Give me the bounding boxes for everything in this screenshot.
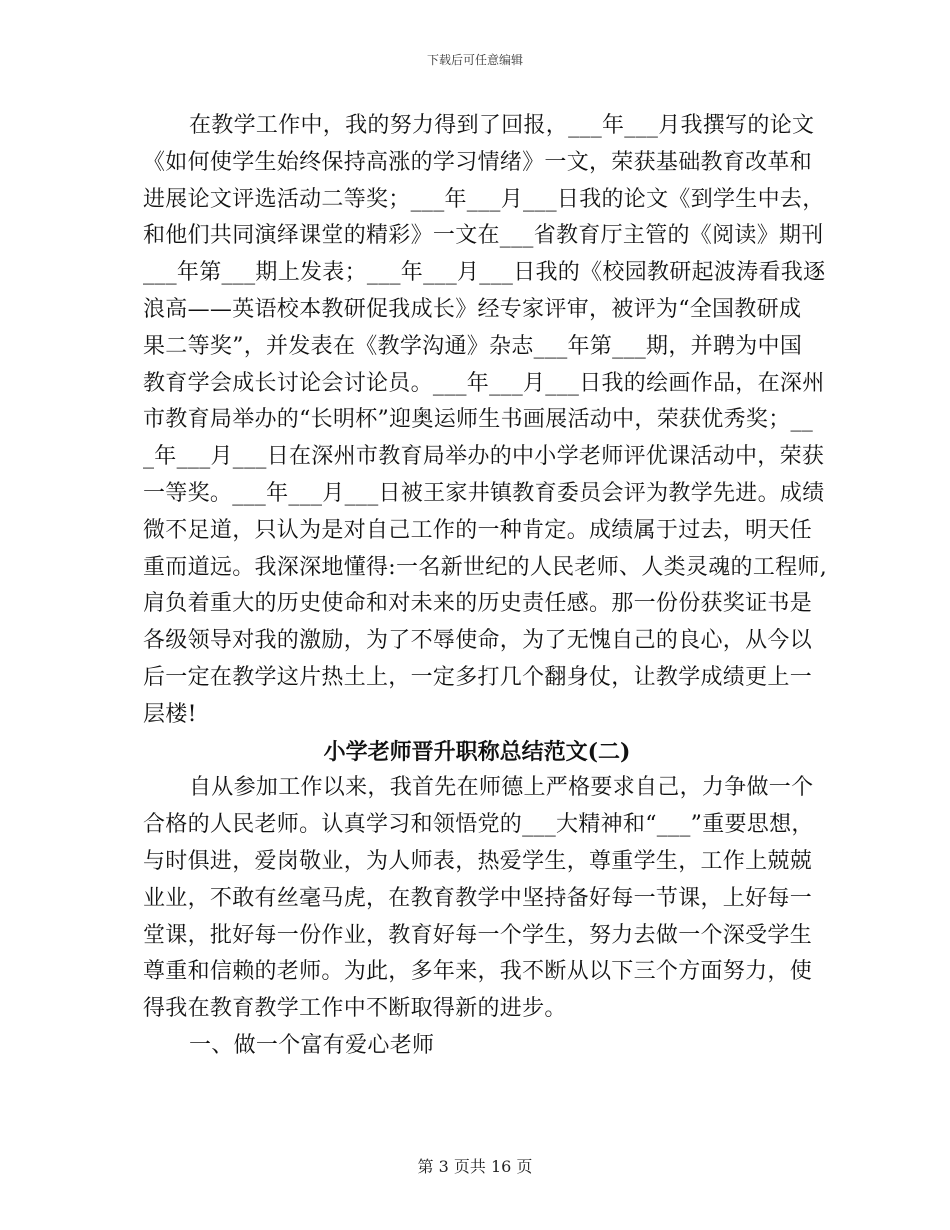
page-header: 下载后可任意编辑 — [426, 53, 523, 67]
text-line: 得我在教育教学工作中不断取得新的进步。 — [143, 996, 567, 1022]
document-body — [143, 108, 828, 1065]
text-line: 自从参加工作以来，我首先在师德上严格要求自己，力争做一个 — [189, 775, 814, 801]
text-line: 重而道远。我深深地懂得:一名新世纪的人民老师、人类灵魂的工程师, — [143, 554, 828, 580]
text-line: 果二等奖”，并发表在《教学沟通》杂志___年第___期，并聘为中国 — [143, 333, 803, 359]
text-line: 一等奖。___年___月___日被王家井镇教育委员会评为教学先进。成绩 — [143, 480, 825, 506]
text-line: 后一定在教学这片热土上，一定多打几个翻身仗，让教学成绩更上一 — [143, 664, 813, 690]
section-title: 小学老师晋升职称总结范文(二) — [323, 738, 631, 765]
text-line: 微不足道，只认为是对自己工作的一种肯定。成绩属于过去，明天任 — [143, 517, 813, 543]
paragraph-awards — [143, 108, 828, 734]
subheading-line: 一、做一个富有爱心老师 — [189, 1032, 435, 1058]
text-line: 堂课，批好每一份作业，教育好每一个学生，努力去做一个深受学生 — [143, 922, 813, 948]
text-line: 合格的人民老师。认真学习和领悟党的___大精神和“___”重要思想， — [143, 812, 814, 838]
text-line: 肩负着重大的历史使命和对未来的历史责任感。那一份份获奖证书是 — [143, 591, 813, 617]
paragraph-heading-love — [143, 1028, 811, 1065]
text-line: 在教学工作中，我的努力得到了回报，___年___月我撰写的论文 — [189, 113, 815, 138]
text-line: 教育学会成长讨论会讨论员。___年___月___日我的绘画作品，在深州 — [143, 370, 825, 396]
text-line: 尊重和信赖的老师。为此，多年来，我不断从以下三个方面努力，使 — [143, 959, 813, 985]
text-line: 和他们共同演绎课堂的精彩》一文在___省教育厅主管的《阅读》期刊 — [143, 223, 824, 249]
page-footer: 第 3 页共 16 页 — [417, 1157, 533, 1176]
text-line: 层楼! — [143, 701, 197, 727]
text-line: 各级领导对我的激励，为了不辱使命，为了无愧自己的良心，从今以 — [143, 628, 813, 654]
text-line: 《如何使学生始终保持高涨的学习情绪》一文，荣获基础教育改革和 — [143, 149, 813, 175]
text-line: 进展论文评选活动二等奖；___年___月___日我的论文《到学生中去， — [143, 186, 825, 212]
text-line: 与时俱进，爱岗敬业，为人师表，热爱学生，尊重学生，工作上兢兢 — [143, 848, 813, 874]
text-line: ___年第___期上发表；___年___月___日我的《校园教研起波涛看我逐 — [143, 260, 826, 286]
text-line: 市教育局举办的“长明杯”迎奥运师生书画展活动中，荣获优秀奖；__ — [143, 407, 814, 433]
paragraph-ethics — [143, 770, 814, 1028]
text-line: 业业，不敢有丝毫马虎，在教育教学中坚持备好每一节课，上好每一 — [143, 885, 813, 911]
text-line: 浪高——英语校本教研促我成长》经专家评审，被评为“全国教研成 — [143, 296, 802, 322]
text-line: _年___月___日在深州市教育局举办的中小学老师评优课活动中，荣获 — [143, 444, 825, 470]
